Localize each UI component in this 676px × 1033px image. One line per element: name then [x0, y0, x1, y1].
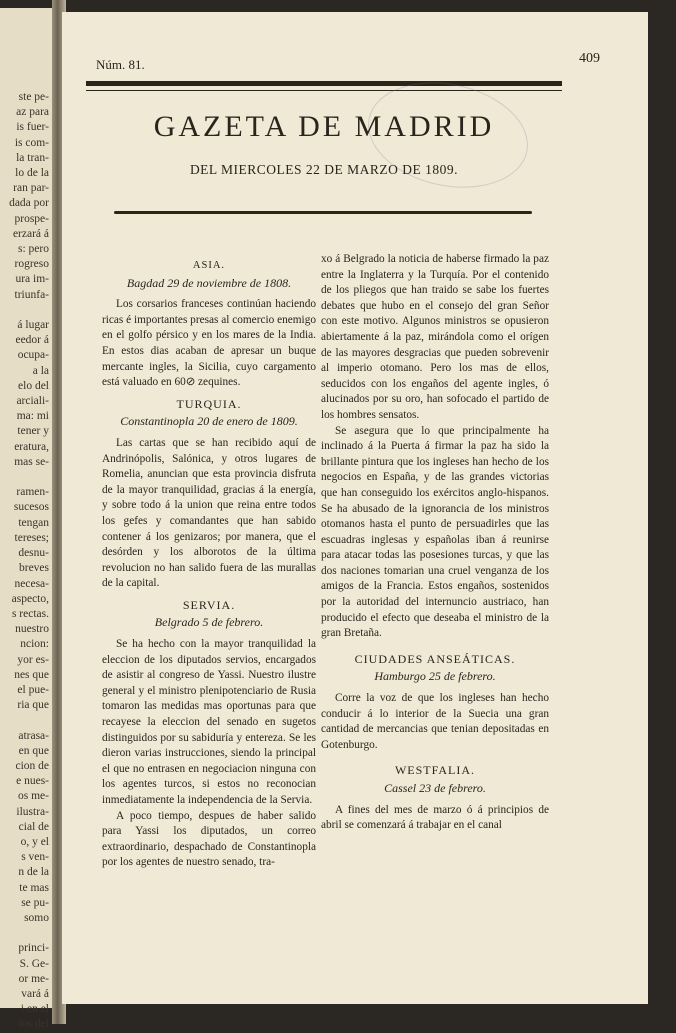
left-page-line: elo del [18, 379, 49, 392]
left-page-line: ocupa- [17, 349, 49, 362]
masthead-rule [114, 211, 532, 214]
article-paragraph: A poco tiempo, despues de haber salido para Yassi los diputados, un correo extraordinario, despachado de Constantinopla por los agentes de nuestro senado, tra- [102, 809, 316, 869]
left-page-line [0, 303, 52, 318]
left-page-line: o, y el [20, 835, 49, 848]
section-heading: WESTFALIA. [394, 763, 476, 778]
left-page-line: os me- [18, 790, 49, 803]
section-heading: TURQUIA. [176, 396, 242, 411]
section-heading: ASIA. [192, 260, 226, 271]
left-page-line: n de la [18, 866, 49, 879]
left-page-line: i en el [20, 1003, 49, 1016]
left-page-line: rogreso [14, 258, 49, 271]
left-page-line [0, 713, 52, 728]
left-page-line: el pue- [17, 683, 49, 696]
left-page-line: yor es- [17, 653, 49, 666]
left-page-line: e nues- [16, 775, 49, 788]
left-page-line: ran par- [13, 182, 49, 195]
left-page-line: cial de [18, 820, 49, 833]
left-page-line: ncion: [20, 638, 49, 651]
article-paragraph: A fines del mes de marzo ó á principios de abril se comenzará á trabajar en el canal [321, 803, 549, 832]
left-page-line: a la [32, 364, 49, 377]
left-page-line: cion de [15, 759, 49, 772]
left-page-line: lo de la [15, 167, 49, 180]
left-page-line: dada por [9, 197, 49, 210]
left-page-line: se pu- [21, 896, 49, 909]
left-page-line: desnu- [18, 547, 49, 560]
article-paragraph: xo á Belgrado la noticia de haberse firmado la paz entre la Inglaterra y la Turquía. Por el contenido de los pliegos que han traido se sabe los fuertes debates que hubo en el consejo del gran Señor con este motivo. Algunos ministros se opusieron abiertamente á la paz, mirándola como el orígen de las mayores desgracias que pueden sobrevenir al imperio otomano. Pero los mas de ellos, seducidos con los engaños del agente ingles, ó alucinados por su oro, han sofocado el partido de los hombres sensatos. [321, 253, 549, 421]
left-page-line: la tran- [16, 151, 49, 164]
left-page-line: triunfa- [14, 288, 49, 301]
left-page-line: en que [18, 744, 49, 757]
left-page-line: sucesos [13, 501, 49, 514]
section-heading: CIUDADES ANSEÁTICAS. [354, 651, 516, 666]
left-page-line: eedor á [15, 334, 49, 347]
left-page-line: az para [16, 106, 49, 119]
left-page-line: is com- [14, 136, 49, 149]
left-page-line: nuestro [15, 623, 49, 636]
newspaper-page [62, 12, 648, 1004]
left-page-line [0, 470, 52, 485]
issue-number: Núm. 81. [96, 57, 145, 72]
left-page-line: vará á [21, 987, 49, 1000]
left-page-line: princi- [18, 942, 49, 955]
article-paragraph: Los corsarios franceses continúan haciendo ricas é importantes presas al comercio enemigo en el golfo pérsico y en los mares de la India. En estos dias acaban de apresar un buque mercante ingles, la Sicilia, cuyo cargamento está valuado en 60⊘ zequines. [102, 298, 316, 389]
left-page-line: atrasa- [18, 729, 49, 742]
left-page-line: breves [18, 562, 49, 575]
article-paragraph: Se asegura que lo que principalmente ha inclinado á la Puerta á firmar la paz ha sido la brillante pintura que los ingleses han hecho de los negocios en España, y de las grandes victorias que han conseguido los exércitos anglo-hispanos. Se ha abusado de la ignorancia de los ministros otomanos hasta el punto de persuadirles que las escuadras inglesas y españolas iban á reunirse para atacar todas las posesiones turcas, y que las dos naciones tomarian una cruel venganza de los amigos de la Francia. Estos engaños, sostenidos por la autoridad del internuncio austriaco, han producido el efecto que deseaba el ministro de la gran Bretaña. [321, 424, 549, 640]
left-page-line: ste pe- [18, 91, 49, 103]
left-page-line: á lugar [17, 319, 49, 332]
section-heading: SERVIA. [182, 597, 236, 612]
left-page-line: tos del [18, 1018, 49, 1031]
left-page-line: ramen- [16, 486, 49, 499]
left-page-line: aspecto, [11, 592, 49, 605]
left-page-line [0, 926, 52, 941]
section-dateline: Constantinopla 20 de enero de 1809. [120, 414, 298, 429]
issue-date: DEL MIERCOLES 22 DE MARZO DE 1809. [189, 162, 459, 177]
section-dateline: Cassel 23 de febrero. [384, 781, 486, 795]
column-right [321, 252, 549, 834]
article-paragraph: Corre la voz de que los ingleses han hecho conducir á lo interior de la Suecia una gran cantidad de mercancias que tenian depositadas en Gotenburgo. [321, 692, 549, 751]
left-page-line: eratura, [14, 440, 49, 453]
left-page-line: ria que [17, 699, 49, 712]
left-page-line: erzará á [12, 227, 49, 240]
left-page-line: s ven- [21, 851, 49, 864]
left-page-line: s rectas. [11, 607, 49, 620]
left-page-line: ma: mi [16, 410, 49, 423]
left-page-line: or me- [18, 972, 49, 985]
top-rule [86, 81, 562, 86]
left-page-line: prospe- [14, 212, 49, 225]
left-page-line: S. Ge- [19, 957, 49, 970]
left-page-line: mas se- [14, 455, 49, 468]
top-rule-thin [86, 90, 562, 91]
left-page-line: tereses; [14, 531, 49, 544]
section-dateline: Hamburgo 25 de febrero. [374, 669, 496, 684]
article-paragraph: Se ha hecho con la mayor tranquilidad la eleccion de los diputados servios, encargados de asistir al congreso de Yassi. Nuestro ilustre general y el ministro plenipotenciario de Rusia tomaron las medidas mas oportunas para que recayese la eleccion del senado en sugetos distinguidos por su sabiduría y entereza. Se les dieron varias instrucciones, siendo la principal el que no entrasen en negociacion ninguna con los agentes turcos, si estos no reconocian inmediatamente la independencia de la Servia. [102, 638, 316, 806]
left-page-line: tener y [17, 425, 49, 438]
article-paragraph: Las cartas que se han recibido aquí de Andrinópolis, Salónica, y otros lugares de Romelia, anuncian que esta provincia disfruta de la mayor tranquilidad, gracias á la energía, y sobre todo á la union que reina entre todos los gefes y comandantes que han sabido contener á los genizaros; por manera, que el desórden y los alborotos de la última revolucion no han salido fuera de las murallas de la capital. [102, 436, 316, 590]
left-page-line: is fuer- [16, 121, 49, 134]
left-page-line: te mas [19, 881, 49, 894]
section-dateline: Belgrado 5 de febrero. [154, 615, 264, 630]
left-page-line: ilustra- [16, 805, 49, 818]
section-dateline: Bagdad 29 de noviembre de 1808. [126, 275, 292, 290]
page-number: 409 [579, 51, 600, 66]
left-page-line: ura im- [15, 273, 49, 286]
left-page-line: somo [24, 911, 49, 924]
column-left [102, 252, 316, 871]
left-page-fragment [0, 8, 53, 1031]
left-page-line: necesa- [14, 577, 49, 590]
left-page-line: arciali- [16, 395, 49, 408]
masthead-title: GAZETA DE MADRID [153, 110, 495, 143]
left-page-line: nes que [14, 668, 49, 681]
left-page-line: s: pero [18, 243, 49, 256]
left-page-line: tengan [18, 516, 49, 529]
